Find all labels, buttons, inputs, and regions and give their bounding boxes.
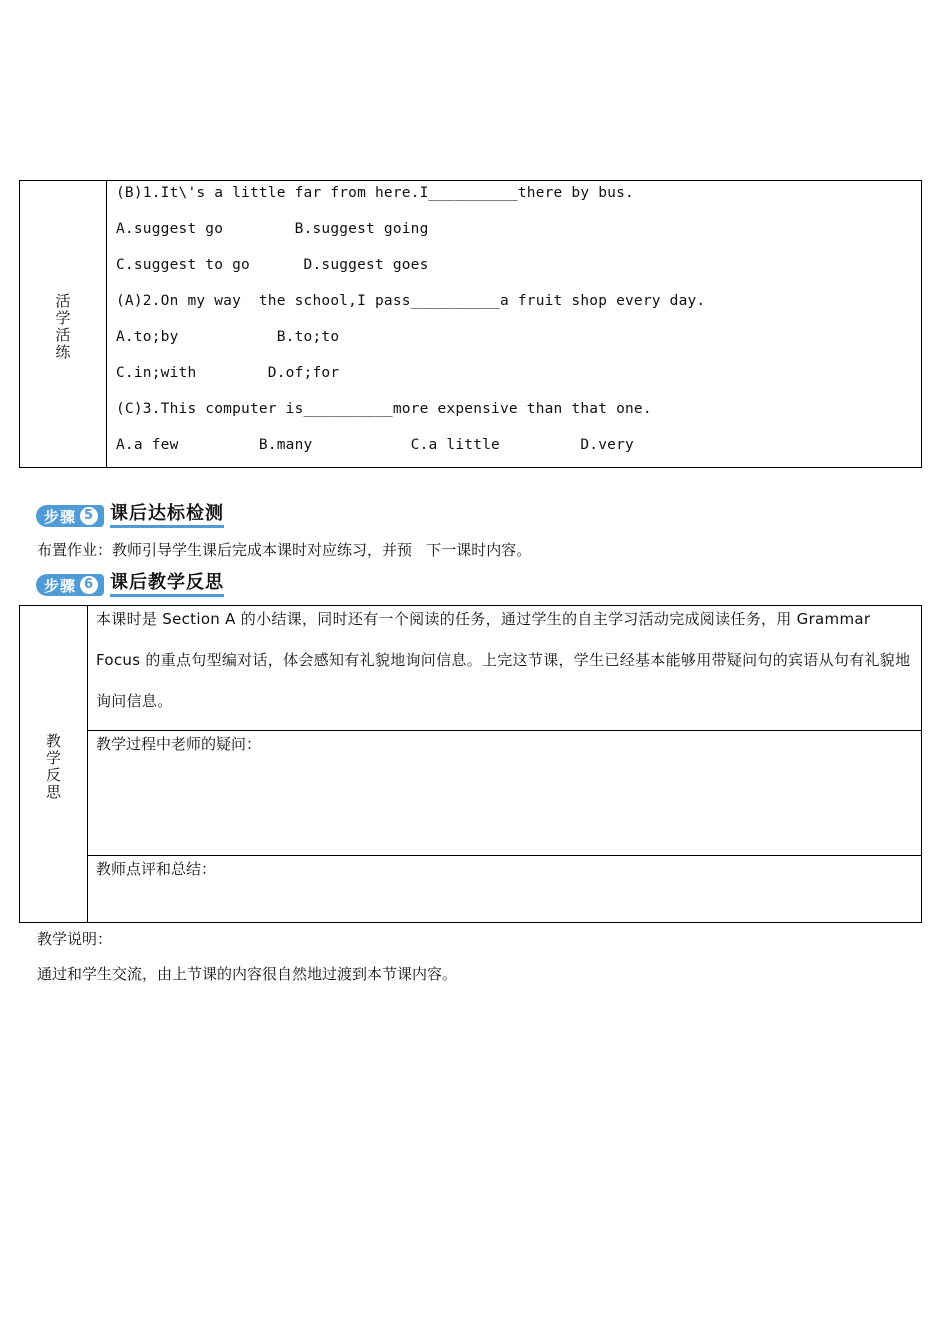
question-line: (B)1.It\'s a little far from here.I__________there by bus.	[116, 185, 634, 201]
option-line: C.in;with D.of;for	[116, 365, 340, 381]
reflection-label: 教学反思	[45, 732, 61, 801]
teacher-comments-cell	[88, 856, 921, 922]
step-number: 5	[80, 507, 98, 525]
option-line: A.suggest go B.suggest going	[116, 221, 429, 237]
step-badge	[36, 574, 104, 596]
reflection-summary: 本课时是 Section A 的小结课，同时还有一个阅读的任务，通过学生的自主学习活动完成阅读任务，用 Grammar Focus 的重点句型编对话，体会感知有礼貌地询问信息。上完这节课，学生已经基本能够用带疑问句的宾语从句有礼貌地询问信息。	[96, 610, 911, 710]
step5-header	[36, 503, 224, 529]
homework-text: 布置作业：教师引导学生课后完成本课时对应练习，并预 下一课时内容。	[37, 541, 532, 559]
practice-label-cell	[20, 181, 107, 467]
option-line: A.a few B.many C.a little D.very	[116, 437, 634, 453]
step-title: 课后达标检测	[110, 504, 224, 528]
step6-header	[36, 572, 224, 598]
reflection-summary-cell	[88, 606, 921, 731]
reflection-table	[19, 605, 922, 923]
practice-table	[19, 180, 922, 468]
reflection-label-cell	[20, 606, 88, 922]
practice-label: 活学活练	[55, 292, 71, 361]
step-badge	[36, 505, 104, 527]
option-line: A.to;by B.to;to	[116, 329, 340, 345]
teacher-comments-label: 教师点评和总结：	[96, 860, 217, 878]
step-title: 课后教学反思	[110, 573, 224, 597]
question-line: (A)2.On my way the school,I pass__________a fruit shop every day.	[116, 293, 706, 309]
step-badge-label: 步骤	[44, 507, 77, 526]
question-line: (C)3.This computer is__________more expensive than that one.	[116, 401, 652, 417]
option-line: C.suggest to go D.suggest goes	[116, 257, 429, 273]
teacher-questions-label: 教学过程中老师的疑问：	[96, 735, 262, 753]
notes-title: 教学说明：	[37, 930, 113, 948]
teacher-questions-cell	[88, 731, 921, 856]
step-badge-label: 步骤	[44, 576, 77, 595]
step-number: 6	[80, 576, 98, 594]
notes-text: 通过和学生交流，由上节课的内容很自然地过渡到本节课内容。	[37, 965, 458, 983]
